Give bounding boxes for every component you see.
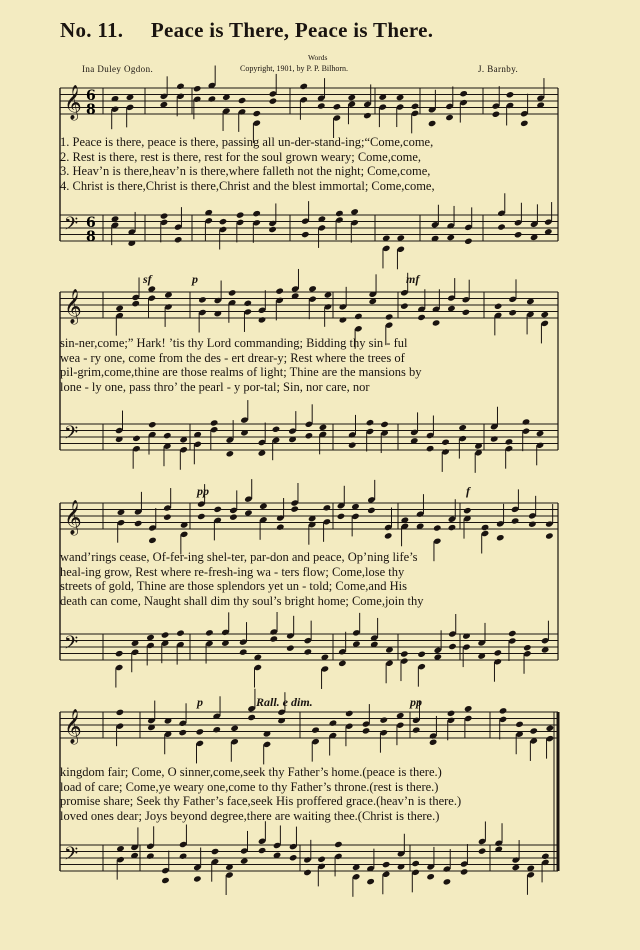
note-head: [367, 507, 376, 514]
note-head: [385, 313, 394, 320]
note-head: [208, 95, 217, 102]
note-head: [396, 234, 405, 241]
note-head: [272, 426, 281, 433]
lyric-line: wea - ry one, come from the des - ert drear-y; Rest where the trees of: [60, 350, 405, 365]
time-signature-bottom: 8: [86, 102, 96, 118]
note-head: [417, 314, 426, 321]
note-head: [268, 226, 277, 233]
note-head: [354, 313, 363, 320]
composer-credit: J. Barnby.: [478, 64, 519, 74]
note-head: [515, 721, 524, 728]
note-head: [178, 729, 187, 736]
note-head: [230, 725, 239, 732]
note-head: [176, 83, 185, 90]
note-head: [412, 726, 421, 733]
system-3-lyrics: [60, 550, 424, 608]
note-head: [193, 875, 202, 882]
note-head: [335, 210, 344, 217]
lyricist-credit: Ina Duley Ogdon.: [82, 64, 154, 74]
note-head: [275, 287, 284, 294]
note-head: [464, 705, 473, 712]
note-head: [299, 83, 308, 90]
dynamic-marking: mf: [406, 272, 420, 286]
lyric-line: promise share; Seek thy Father’s face,seek His proffered grace.(heav’n is there.): [60, 794, 462, 808]
note-head: [441, 439, 450, 446]
note-head: [148, 421, 157, 428]
note-head: [490, 435, 499, 442]
bass-clef-icon: 𝄢: [64, 214, 79, 239]
dynamic-marking: pp: [410, 695, 422, 709]
note-head: [228, 289, 237, 296]
note-head: [384, 532, 393, 539]
note-head: [329, 719, 338, 726]
note-head: [520, 120, 529, 127]
copyright-notice: Copyright, 1901, by P. P. Bilhorn.: [240, 64, 349, 73]
note-head: [499, 707, 508, 714]
lyric-line: 2. Rest is there, rest is there, rest for the soul grown weary; Come,come,: [60, 149, 422, 164]
note-head: [116, 709, 125, 716]
note-head: [134, 520, 143, 527]
note-head: [197, 513, 206, 520]
note-head: [494, 303, 503, 310]
note-head: [411, 103, 420, 110]
note-head: [546, 725, 555, 732]
note-head: [446, 234, 455, 241]
note-head: [269, 97, 278, 104]
hymn-number: No. 11.: [60, 18, 124, 42]
note-head: [464, 238, 473, 245]
note-head: [243, 300, 252, 307]
note-head: [277, 717, 286, 724]
note-head: [505, 438, 514, 445]
note-head: [433, 524, 442, 531]
lyric-line: wand’rings cease, Of-fer-ing shel-ter, par-don and peace, Op’ning life’s: [60, 550, 418, 564]
note-head: [529, 727, 538, 734]
note-head: [240, 857, 249, 864]
note-head: [432, 319, 441, 326]
time-signature-bottom: 8: [86, 229, 96, 245]
note-head: [115, 305, 124, 312]
note-head: [506, 91, 515, 98]
note-head: [205, 629, 214, 636]
note-head: [478, 847, 487, 854]
note-head: [522, 418, 531, 425]
note-head: [213, 506, 222, 513]
lyric-line: sin-ner,come;” Hark! ’tis thy Lord commanding; Bidding thy sin - ful: [60, 336, 408, 350]
note-head: [160, 212, 169, 219]
note-head: [417, 651, 426, 658]
lyric-line: lone - ly one, pass thro’ the pearl - y por-tal; Sin, nor care, nor: [60, 379, 370, 394]
note-head: [429, 739, 438, 746]
note-head: [334, 841, 343, 848]
note-head: [258, 449, 267, 456]
note-head: [366, 419, 375, 426]
lyric-line: 3. Heav’n is there,heav’n is there,where falleth not the night; Come,come,: [60, 164, 431, 178]
dynamic-marking: pp: [197, 484, 209, 498]
note-head: [311, 726, 320, 733]
note-head: [445, 114, 454, 121]
time-signature-top: 6: [86, 215, 96, 231]
note-head: [236, 211, 245, 218]
note-head: [305, 432, 314, 439]
note-head: [338, 660, 347, 667]
note-head: [290, 505, 299, 512]
note-head: [304, 648, 313, 655]
note-head: [226, 450, 235, 457]
note-head: [337, 513, 346, 520]
note-head: [163, 432, 172, 439]
hymn-title: Peace is There, Peace is There.: [150, 18, 434, 42]
words-label: Words: [308, 53, 328, 62]
treble-clef-icon: 𝄞: [64, 709, 82, 744]
note-head: [339, 316, 348, 323]
note-head: [146, 852, 155, 859]
note-head: [497, 223, 506, 230]
note-head: [286, 644, 295, 651]
lyric-line: heal-ing grow, Rest where re-fresh-ing wa - ters flow; Come,lose thy: [60, 564, 405, 579]
note-head: [179, 853, 188, 860]
note-head: [161, 631, 170, 638]
note-head: [196, 728, 205, 735]
note-head: [193, 85, 202, 92]
note-head: [462, 632, 471, 639]
dynamic-marking: sf: [143, 272, 152, 286]
note-head: [258, 847, 267, 854]
note-head: [460, 868, 469, 875]
lyric-line: kingdom fair; Come, O sinner,come,seek thy Father’s home.(peace is there.): [60, 765, 442, 779]
note-head: [163, 513, 172, 520]
note-head: [447, 710, 456, 717]
note-head: [317, 856, 326, 863]
note-head: [148, 537, 157, 544]
note-head: [174, 236, 183, 243]
lyric-line: load of care; Come,ye weary one,come to thy Father’s throne.(rest is there.): [60, 779, 439, 794]
note-head: [352, 640, 361, 647]
lyric-line: loved ones dear; Joys beyond degree,there are waiting thee.(Christ is there.): [60, 808, 440, 823]
note-head: [511, 517, 520, 524]
note-head: [345, 710, 354, 717]
note-head: [448, 643, 457, 650]
bass-clef-icon: 𝄢: [64, 844, 79, 869]
note-head: [426, 445, 435, 452]
lyric-line: 1. Peace is there, peace is there, passing all un-der-stand-ing;“Come,come,: [60, 135, 434, 149]
note-head: [528, 521, 537, 528]
note-head: [463, 507, 472, 514]
note-head: [448, 524, 457, 531]
system-2-lyrics: [60, 336, 421, 394]
note-head: [459, 90, 468, 97]
note-head: [362, 727, 371, 734]
note-head: [496, 534, 505, 541]
note-head: [333, 103, 342, 110]
note-head: [541, 853, 550, 860]
note-head: [211, 848, 220, 855]
note-head: [508, 309, 517, 316]
note-head: [252, 210, 261, 217]
note-head: [289, 854, 298, 861]
note-head: [400, 302, 409, 309]
note-head: [411, 860, 420, 867]
treble-clef-icon: 𝄞: [64, 289, 82, 324]
note-head: [276, 524, 285, 531]
note-head: [400, 650, 409, 657]
note-head: [323, 504, 332, 511]
note-head: [348, 441, 357, 448]
note-head: [512, 864, 521, 871]
note-head: [198, 296, 207, 303]
note-head: [301, 231, 310, 238]
note-head: [212, 726, 221, 733]
note-head: [379, 716, 388, 723]
note-head: [303, 869, 312, 876]
system-1-lyrics: [60, 135, 435, 193]
lyric-line: 4. Christ is there,Christ is there,Christ and the blest immortal; Come,come,: [60, 178, 435, 193]
note-head: [443, 878, 452, 885]
dynamic-marking: Rall. e dim.: [256, 695, 313, 709]
note-head: [115, 650, 124, 657]
lyric-line: death can come, Naught shall dim thy soul’s bright home; Come,join thy: [60, 593, 424, 608]
lyric-line: pil-grim,come,thine are those realms of light; Thine are the mansions by: [60, 365, 422, 379]
dynamic-marking: p: [197, 695, 203, 709]
note-head: [363, 112, 372, 119]
note-head: [481, 524, 490, 531]
note-head: [252, 110, 261, 117]
note-head: [523, 644, 532, 651]
note-head: [380, 421, 389, 428]
note-head: [426, 873, 435, 880]
dynamic-marking: p: [192, 272, 198, 286]
note-head: [317, 102, 326, 109]
note-head: [382, 861, 391, 868]
note-head: [462, 309, 471, 316]
note-head: [308, 285, 317, 292]
treble-clef-icon: 𝄞: [64, 85, 82, 120]
treble-clef-icon: 𝄞: [64, 500, 82, 535]
time-signature-top: 6: [86, 88, 96, 104]
note-head: [219, 218, 228, 225]
note-head: [258, 316, 267, 323]
note-head: [161, 877, 170, 884]
note-head: [428, 120, 437, 127]
note-head: [239, 648, 248, 655]
note-head: [269, 635, 278, 642]
note-head: [176, 629, 185, 636]
note-head: [244, 509, 253, 516]
note-head: [540, 311, 549, 318]
note-head: [493, 649, 502, 656]
note-head: [492, 111, 501, 118]
note-head: [514, 231, 523, 238]
note-head: [132, 435, 141, 442]
bass-clef-icon: 𝄢: [64, 633, 79, 658]
note-head: [247, 714, 256, 721]
note-head: [350, 208, 359, 215]
system-4-lyrics: [60, 765, 461, 823]
note-head: [131, 300, 140, 307]
note-head: [210, 419, 219, 426]
lyric-line: streets of gold, Thine are those splendors yet un - told; Come,and His: [60, 579, 407, 593]
note-head: [545, 532, 554, 539]
note-head: [508, 630, 517, 637]
note-head: [238, 97, 247, 104]
note-head: [366, 878, 375, 885]
note-head: [319, 424, 328, 431]
note-head: [259, 503, 268, 510]
dynamic-marking: f: [466, 484, 470, 498]
note-head: [229, 513, 238, 520]
bass-clef-icon: 𝄢: [64, 423, 79, 448]
